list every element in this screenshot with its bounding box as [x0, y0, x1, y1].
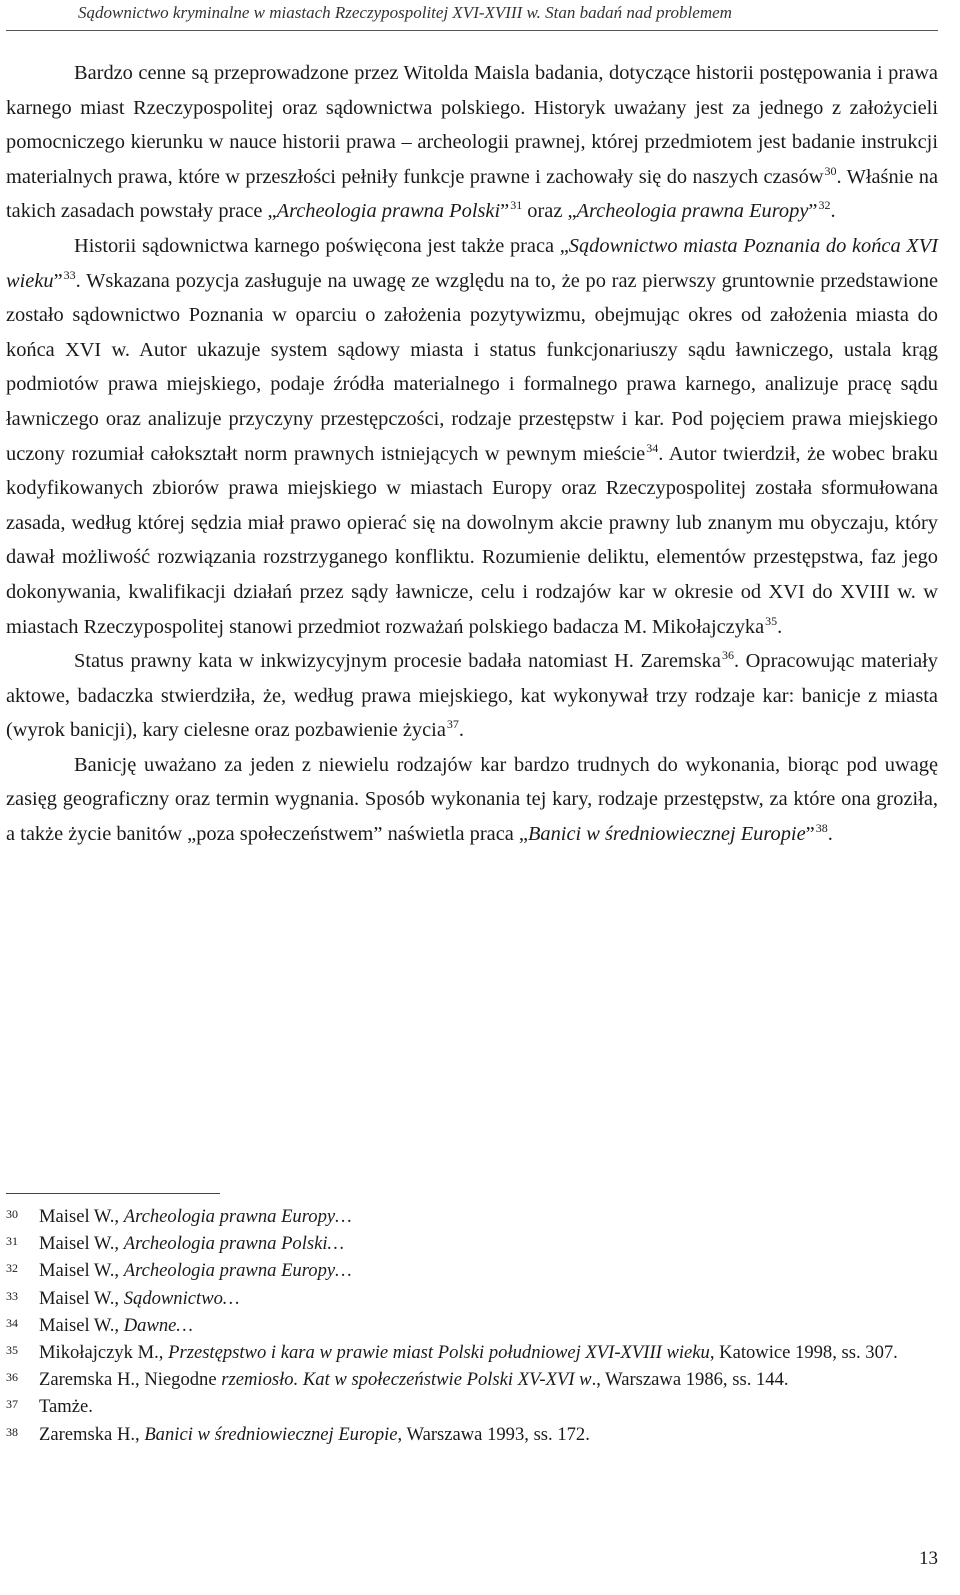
footnote-text-b: , Katowice 1998, ss. 307. — [709, 1342, 898, 1364]
cited-title: Archeologia prawna Polski — [276, 200, 501, 223]
paragraph-3-text-b: . Opracowując materiały aktowe, badaczka stwierdziła, że, według prawa miejskiego, kat wykonywał trzy rodzaje kar: banicje z miasta (wyrok banicji), kary cielesne oraz pozbawienie życia — [6, 650, 938, 742]
footnote-title: Dawne… — [123, 1314, 193, 1336]
paragraph-4-text-b: ” — [805, 823, 815, 846]
paragraph-3-text-a: Status prawny kata w inkwizycyjnym procesie badała natomiast H. Zaremska — [74, 650, 721, 673]
footnote-text-a: Maisel W., — [39, 1260, 124, 1282]
header-rule — [6, 30, 938, 31]
paragraph-4-text-a: Banicję uważano za jeden z niewielu rodzajów kar bardzo trudnych do wykonania, biorąc pod uwagę zasięg geograficzny oraz termin wygnania. Sposób wykonania tej kary, rodzaje przestępstw, za które ona groziła, a także życie banitów „poza społeczeństwem” naświetla praca „ — [6, 753, 938, 846]
footnote-item — [6, 1230, 938, 1257]
paragraph-4-text-c: . — [827, 823, 833, 846]
footnote-title: Banici w średniowiecznej Europie — [144, 1423, 398, 1445]
footnote-item — [6, 1203, 938, 1230]
footnote-item — [6, 1257, 938, 1284]
footnote-ref-31[interactable]: 31 — [510, 198, 523, 213]
paragraph-2-text-d: . Autor twierdził, że wobec braku kodyfikowanych zbiorów prawa miejskiego w miastach Europy oraz Rzeczypospolitej została sformułowana zasada, według której sędzia miał prawo opierać się na dowolnym akcie prawny lub znanym mu obyczaju, który dawał możliwość rozwiązania rozstrzyganego konfliktu. Rozumienie deliktu, elementów przestępstwa, faz jego dokonywania, kwalifikacji działań przez sądy ławnicze, celu i rodzajów kar w okresie od XVI do XVIII w. w miastach Rzeczypospolitej stanowi przedmiot rozważań polskiego badacza M. Mikołajczyka — [6, 442, 938, 638]
footnote-text — [39, 1312, 938, 1339]
paragraph-2-text-e: . — [777, 615, 783, 638]
footnote-text — [39, 1203, 938, 1230]
paragraph-1-text-b: . Właśnie na takich zasadach powstały prace „ — [6, 165, 938, 223]
footnote-item — [6, 1285, 938, 1312]
footnote-ref-32[interactable]: 32 — [818, 198, 831, 213]
footnote-number: 33 — [6, 1288, 18, 1303]
footnote-text — [39, 1421, 938, 1448]
footnote-title: Sądownictwo… — [123, 1287, 240, 1309]
paragraph-4 — [6, 748, 938, 852]
paragraph-1-text-f: . — [830, 200, 836, 223]
paragraph-1-text-d: oraz „ — [522, 200, 577, 223]
footnote-title: Archeologia prawna Polski… — [123, 1233, 345, 1255]
footnote-text-a: Zaremska H., Niegodne — [39, 1369, 222, 1391]
footnote-text-b: , Warszawa 1993, ss. 172. — [397, 1423, 590, 1445]
footnote-number: 34 — [6, 1315, 18, 1330]
footnote-title: Archeologia prawna Europy… — [123, 1260, 352, 1282]
footnote-item — [6, 1339, 938, 1366]
footnote-number: 38 — [6, 1424, 18, 1439]
footnote-text — [39, 1285, 938, 1312]
footnote-text — [39, 1366, 938, 1393]
footnote-separator — [6, 1193, 220, 1194]
footnote-number: 30 — [6, 1207, 18, 1221]
paragraph-1-text-e: ” — [808, 200, 818, 223]
paragraph-3-text-c: . — [458, 719, 464, 742]
footnote-item — [6, 1366, 938, 1393]
paragraph-1-text-a: Bardzo cenne są przeprowadzone przez Witolda Maisla badania, dotyczące historii postępowania i prawa karnego miast Rzeczypospolitej oraz sądownictwa polskiego. Historyk uważany jest za jednego z założycieli pomocniczego kierunku w nauce historii prawa – archeologii prawnej, której przedmiotem jest badanie instrukcji materialnych prawa, które w przeszłości pełniły funkcje prawne i zachowały się do naszych czasów — [6, 62, 938, 188]
running-header: Sądownictwo kryminalne w miastach Rzeczypospolitej XVI-XVIII w. Stan badań nad problemem — [78, 3, 732, 22]
footnote-item — [6, 1393, 938, 1420]
cited-title: Archeologia prawna Europy — [576, 200, 809, 223]
page-number: 13 — [919, 1548, 938, 1569]
footnotes — [6, 1203, 938, 1448]
footnote-number: 36 — [6, 1370, 18, 1385]
paragraph-3 — [6, 644, 938, 748]
cited-title: Banici w średniowiecznej Europie — [527, 823, 806, 846]
footnote-text-a: Maisel W., — [39, 1233, 124, 1255]
footnote-text-a: Maisel W., — [39, 1314, 124, 1336]
footnote-title: Przestępstwo i kara w prawie miast Polski południowej XVI-XVIII wieku — [168, 1342, 710, 1364]
footnote-text — [39, 1257, 938, 1284]
paragraph-2 — [6, 229, 938, 644]
paragraph-2-text-b: ” — [53, 269, 63, 292]
paragraph-2-text-a: Historii sądownictwa karnego poświęcona jest także praca „ — [74, 234, 569, 257]
footnote-text-b: ., Warszawa 1986, ss. 144. — [591, 1369, 789, 1391]
paragraph-2-text-c: . Wskazana pozycja zasługuje na uwagę ze względu na to, że po raz pierwszy gruntownie przedstawione zostało sądownictwo Poznania w oparciu o założenia pozytywizmu, obejmując okres od założenia miasta do końca XVI w. Autor ukazuje system sądowy miasta i status funkcjonariuszy sądu ławniczego, ustala krąg podmiotów prawa miejskiego, podaje źródła materialnego i formalnego prawa karnego, analizuje pracę sądu ławniczego oraz analizuje przyczyny przestępczości, rodzaje przestępstw i kar. Pod pojęciem prawa miejskiego uczony rozumiał całokształt norm prawnych istniejących w pewnym mieście — [6, 269, 938, 465]
footnote-ref-38[interactable]: 38 — [815, 821, 828, 836]
footnote-title: rzemiosło. Kat w społeczeństwie Polski XV-XVI w — [221, 1369, 592, 1391]
paragraph-1-text-c: ” — [500, 200, 510, 223]
footnote-text — [39, 1393, 938, 1420]
footnote-number: 35 — [6, 1343, 18, 1358]
footnote-ref-35[interactable]: 35 — [765, 613, 778, 628]
footnote-ref-33[interactable]: 33 — [63, 267, 76, 282]
footnote-ref-36[interactable]: 36 — [721, 648, 734, 663]
footnote-title: Archeologia prawna Europy… — [123, 1206, 352, 1227]
footnote-ref-30[interactable]: 30 — [824, 163, 837, 178]
footnote-text-a: Zaremska H., — [39, 1423, 145, 1445]
footnote-text-a: Maisel W., — [39, 1206, 124, 1227]
paragraph-1 — [6, 56, 938, 229]
page — [6, 0, 938, 1595]
footnote-text-a: Tamże. — [39, 1396, 93, 1418]
footnote-text — [39, 1339, 938, 1366]
footnote-number: 37 — [6, 1397, 18, 1412]
footnote-number: 31 — [6, 1234, 18, 1249]
cited-title: Sądownictwo miasta Poznania do końca XVI wieku — [6, 234, 938, 292]
footnote-ref-37[interactable]: 37 — [446, 717, 459, 732]
footnote-text — [39, 1230, 938, 1257]
footnote-item — [6, 1421, 938, 1448]
footnote-ref-34[interactable]: 34 — [646, 440, 659, 455]
footnote-number: 32 — [6, 1261, 18, 1276]
footnote-text-a: Maisel W., — [39, 1287, 124, 1309]
body-text — [6, 56, 938, 852]
footnote-item — [6, 1312, 938, 1339]
footnote-text-a: Mikołajczyk M., — [39, 1342, 169, 1364]
